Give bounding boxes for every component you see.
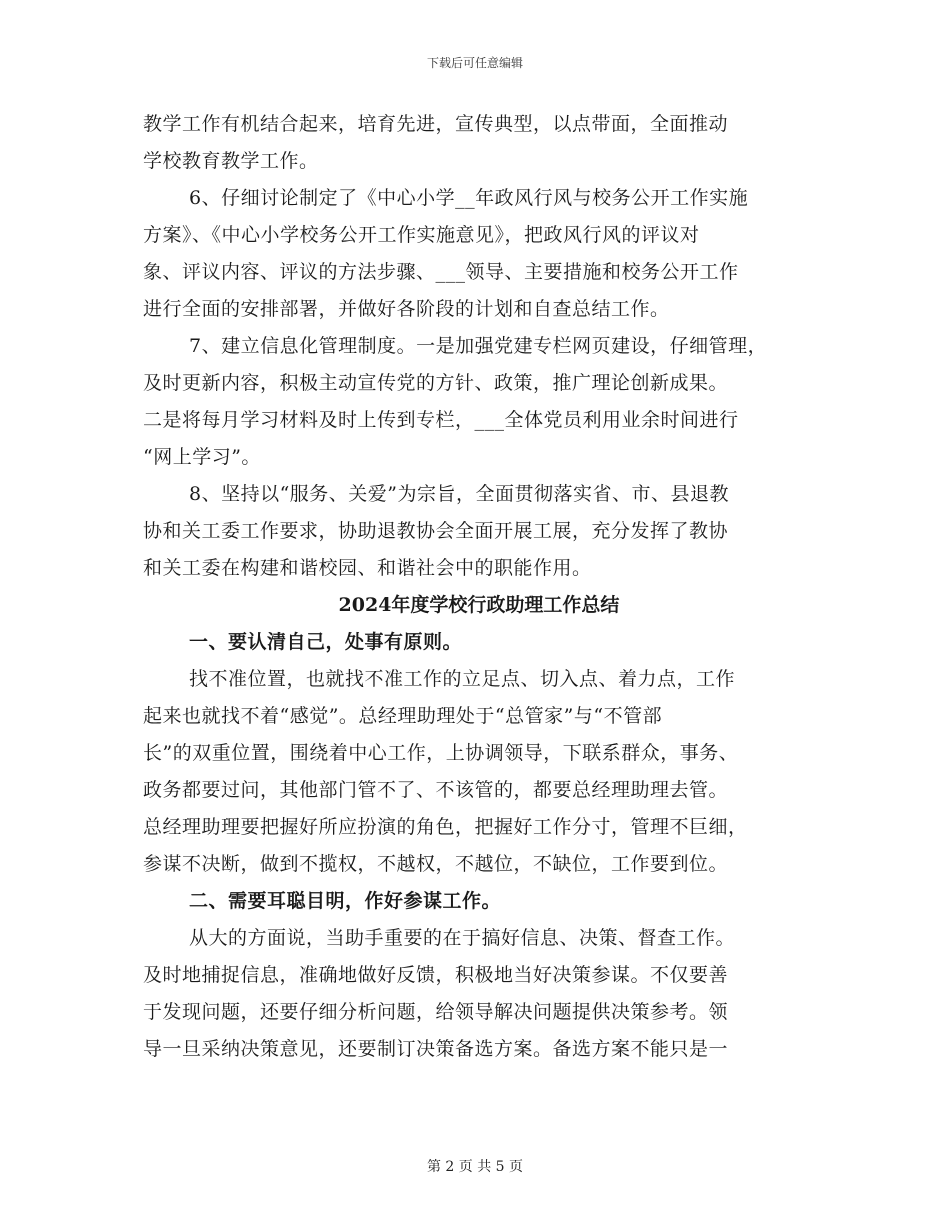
body-text-line: 从大的方面说，当助手重要的在于搞好信息、决策、督查工作。: [189, 927, 736, 949]
body-text-line: 找不准位置，也就找不准工作的立足点、切入点、着力点，工作: [189, 668, 736, 690]
body-text-line: 政务都要过问，其他部门管不了、不该管的，都要总经理助理去管。: [143, 779, 729, 801]
body-text-line: 教学工作有机结合起来，培育先进，宣传典型，以点带面，全面推动: [143, 113, 729, 135]
body-text-line: 导一旦采纳决策意见，还要制订决策备选方案。备选方案不能只是一: [143, 1038, 729, 1060]
section-heading: 一、要认清自己，处事有原则。: [189, 631, 463, 653]
body-text-line: 7、建立信息化管理制度。一是加强党建专栏网页建设，仔细管理，: [189, 335, 768, 357]
document-body: [143, 106, 815, 1068]
body-text-line: 长”的双重位置，围绕着中心工作，上协调领导，下联系群众，事务、: [143, 742, 739, 764]
body-text-line: 于发现问题，还要仔细分析问题，给领导解决问题提供决策参考。领: [143, 1001, 729, 1023]
body-text-line: 进行全面的安排部署，并做好各阶段的计划和自查总结工作。: [143, 298, 670, 320]
page-header-note: 下载后可任意编辑: [426, 56, 523, 70]
body-text-line: 学校教育教学工作。: [143, 150, 319, 172]
body-text-line: 6、仔细讨论制定了《中心小学__年政风行风与校务公开工作实施: [189, 187, 749, 209]
body-text-line: “网上学习”。: [143, 446, 261, 468]
section-heading: 二、需要耳聪目明，作好参谋工作。: [189, 890, 502, 912]
section-title: 2024年度学校行政助理工作总结: [338, 594, 620, 616]
page-number-footer: 第 2 页 共 5 页: [426, 1159, 524, 1175]
body-text-line: 起来也就找不着“感觉”。总经理助理处于“总管家”与“不管部: [143, 705, 663, 727]
body-text-line: 象、评议内容、评议的方法步骤、___领导、主要措施和校务公开工作: [143, 261, 739, 283]
body-text-line: 及时地捕捉信息，准确地做好反馈，积极地当好决策参谋。不仅要善: [143, 964, 729, 986]
body-text-line: 参谋不决断，做到不揽权，不越权，不越位，不缺位，工作要到位。: [143, 853, 729, 875]
body-text-line: 协和关工委工作要求，协助退教协会全面开展工展，充分发挥了教协: [143, 520, 729, 542]
body-text-line: 及时更新内容，积极主动宣传党的方针、政策，推广理论创新成果。: [143, 372, 729, 394]
body-text-line: 8、坚持以“服务、关爱”为宗旨，全面贯彻落实省、市、县退教: [189, 483, 730, 505]
body-text-line: 方案》、《中心小学校务公开工作实施意见》，把政风行风的评议对: [143, 224, 700, 246]
body-text-line: 和关工委在构建和谐校园、和谐社会中的职能作用。: [143, 557, 592, 579]
body-text-line: 总经理助理要把握好所应扮演的角色，把握好工作分寸，管理不巨细，: [143, 816, 748, 838]
body-text-line: 二是将每月学习材料及时上传到专栏，___全体党员利用业余时间进行: [143, 409, 739, 431]
